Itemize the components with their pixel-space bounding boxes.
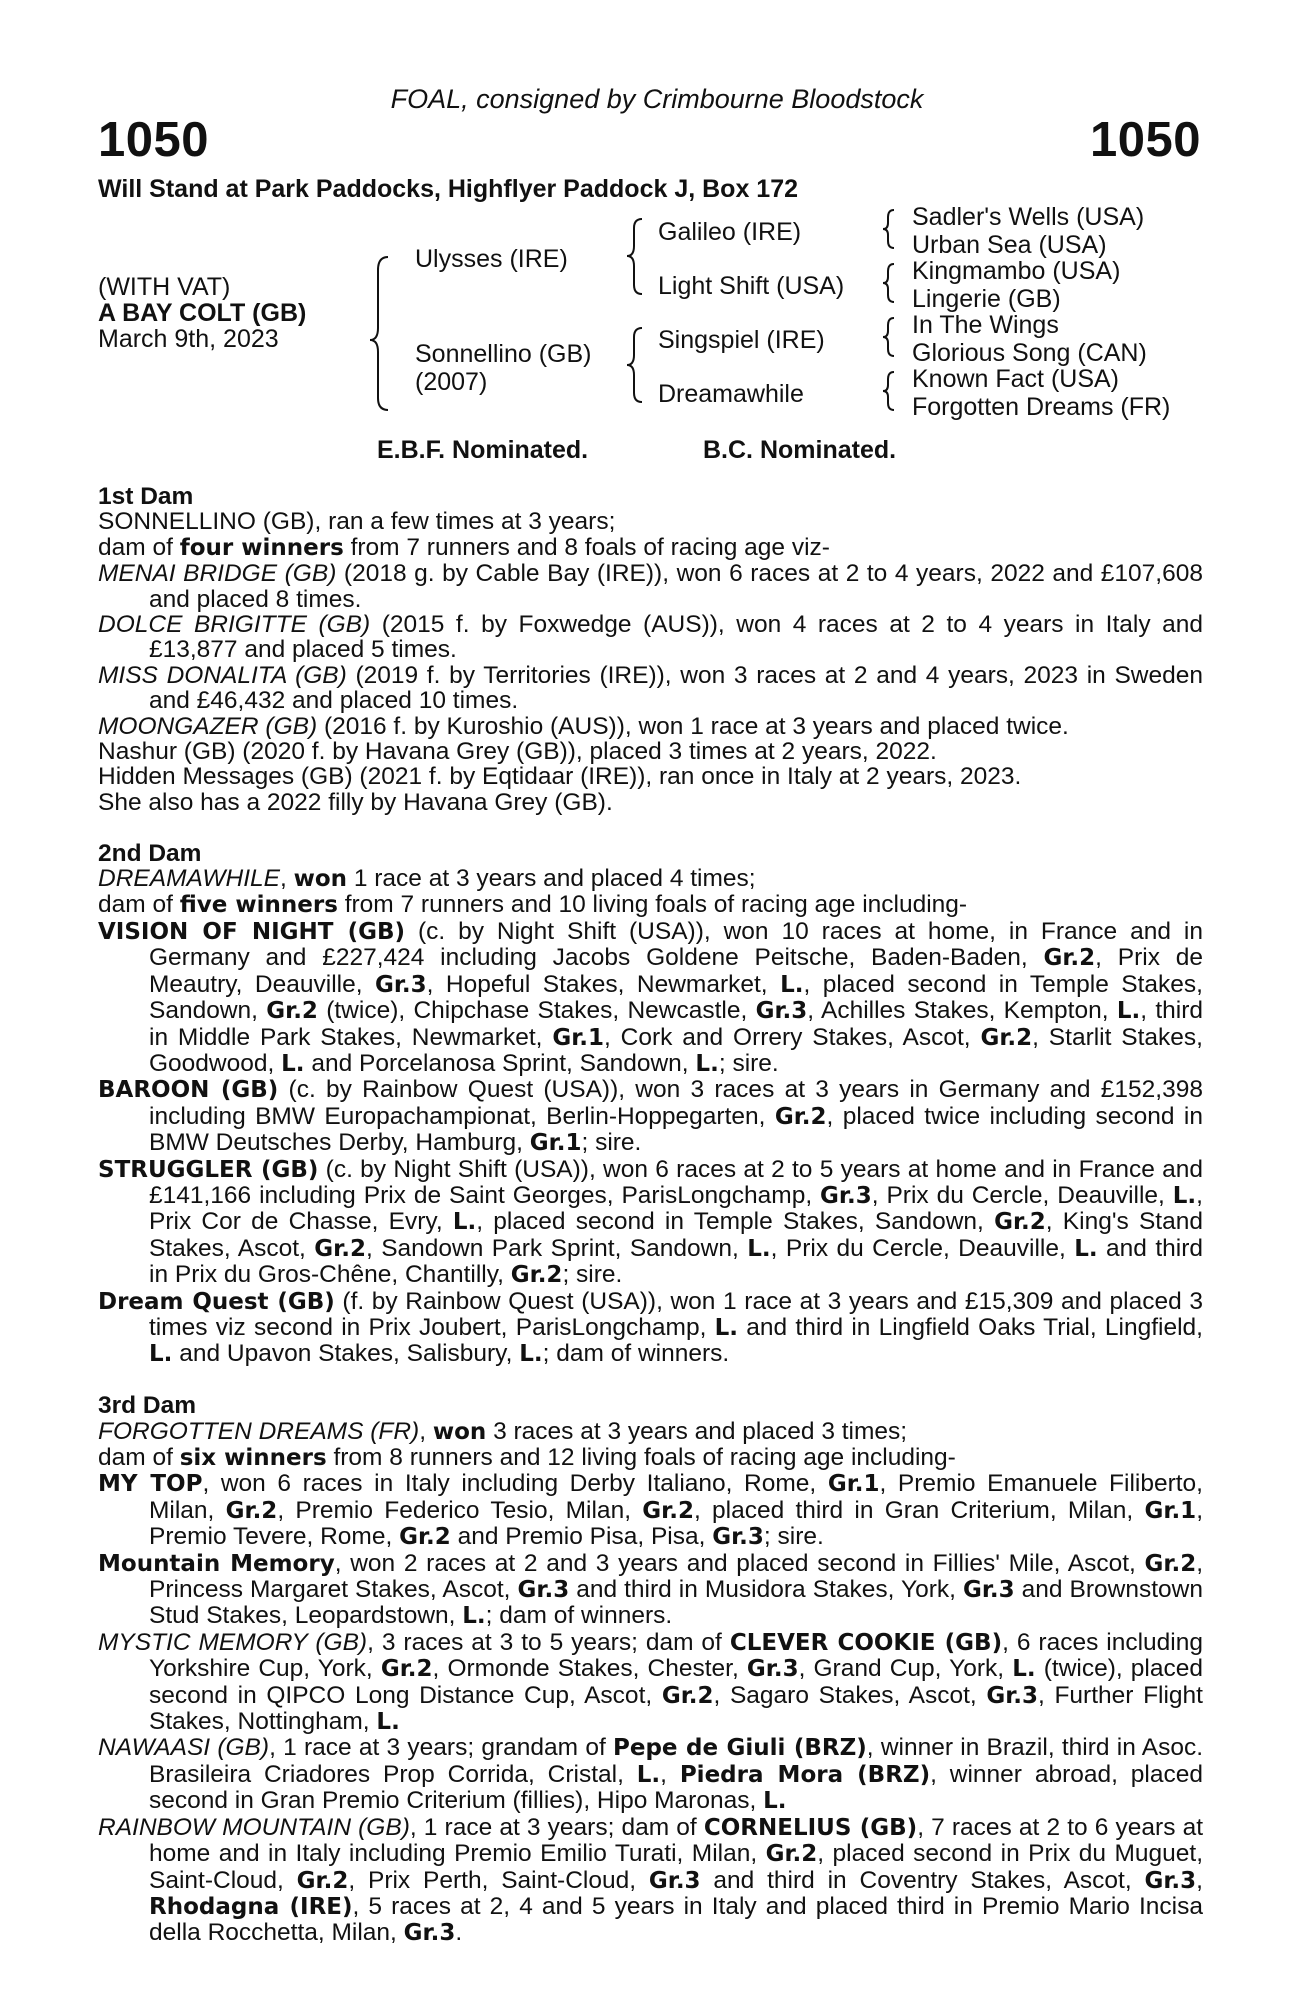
consignor-line: FOAL, consigned by Crimbourne Bloodstock (390, 84, 924, 114)
first-dam-summary: dam of four winners from 7 runners and 8 foals of racing age viz- (98, 533, 830, 561)
first-dam-outro: She also has a 2022 filly by Havana Grey (GB). (98, 788, 613, 816)
gen3-1: Sadler's Wells (USA) (912, 203, 1145, 231)
sire-dam: Light Shift (USA) (658, 272, 845, 300)
lot-number-right: 1050 (1089, 113, 1201, 167)
produce-entry: DOLCE BRIGITTE (GB) (2015 f. by Foxwedge (AUS)), won 4 races at 2 to 4 years in Italy and £13,877 and placed 5 times. (98, 611, 1203, 664)
foaling-date: March 9th, 2023 (98, 325, 279, 353)
produce-entry: MY TOP, won 6 races in Italy including Derby Italiano, Rome, Gr.1, Premio Emanuele Filiberto, Milan, Gr.2, Premio Federico Tesio, Milan, Gr.2, placed third in Gran Criterium, Milan, Gr.1, Premio Tevere, Rome, Gr.2 and Premio Pisa, Pisa, Gr.3; sire. (98, 1470, 1203, 1551)
second-dam-intro: DREAMAWHILE, won 1 race at 3 years and placed 4 times; (98, 865, 756, 893)
produce-entry: BAROON (GB) (c. by Rainbow Quest (USA)), won 3 races at 3 years in Germany and £152,398 including BMW Europachampionat, Berlin-Hoppegarten, Gr.2, placed twice including second in BMW Deutsches Derby, Hamburg, Gr.1; sire. (98, 1076, 1203, 1157)
lot-number-left: 1050 (98, 113, 210, 167)
third-dam-intro: FORGOTTEN DREAMS (FR), won 3 races at 3 years and placed 3 times; (98, 1417, 908, 1445)
horse-name: A BAY COLT (GB) (98, 299, 307, 327)
produce-entry: MISS DONALITA (GB) (2019 f. by Territories (IRE)), won 3 races at 2 and 4 years, 2023 in Sweden and £46,432 and placed 10 times. (98, 661, 1203, 715)
produce-entry: VISION OF NIGHT (GB) (c. by Night Shift (USA)), won 10 races at home, in France and in Germany and £227,424 including Jacobs Goldene Peitsche, Baden-Baden, Gr.2, Prix de Meautry, Deauville, Gr.3, Hopeful Stakes, Newmarket, L., placed second in Temple Stakes, Sandown, Gr.2 (twice), Chipchase Stakes, Newcastle, Gr.3, Achilles Stakes, Kempton, L., third in Middle Park Stakes, Newmarket, Gr.1, Cork and Orrery Stakes, Ascot, Gr.2, Starlit Stakes, Goodwood, L. and Porcelanosa Sprint, Sandown, L.; sire. (98, 917, 1203, 1077)
gen3-8: Forgotten Dreams (FR) (912, 393, 1171, 421)
dam-dam: Dreamawhile (658, 380, 804, 408)
gen3-4: Lingerie (GB) (912, 285, 1061, 313)
second-dam-summary: dam of five winners from 7 runners and 10 living foals of racing age including- (98, 891, 968, 919)
first-dam-heading: 1st Dam (98, 483, 194, 510)
gen3-2: Urban Sea (USA) (912, 231, 1107, 259)
dam-year: (2007) (415, 368, 488, 396)
bc-nomination: B.C. Nominated. (703, 436, 897, 464)
second-dam-heading: 2nd Dam (98, 839, 202, 867)
produce-entry: RAINBOW MOUNTAIN (GB), 1 race at 3 years; dam of CORNELIUS (GB), 7 races at 2 to 6 years at home and in Italy including Premio Emilio Turati, Milan, Gr.2, placed second in Prix du Muguet, Saint-Cloud, Gr.2, Prix Perth, Saint-Cloud, Gr.3 and third in Coventry Stakes, Ascot, Gr.3, Rhodagna (IRE), 5 races at 2, 4 and 5 years in Italy and placed third in Premio Mario Incisa della Rocchetta, Milan, Gr.3. (98, 1813, 1204, 1947)
sire-sire: Galileo (IRE) (658, 218, 802, 246)
produce-entry: Hidden Messages (GB) (2021 f. by Eqtidaar (IRE)), ran once in Italy at 2 years, 2023. (98, 763, 1022, 791)
third-dam-summary: dam of six winners from 8 runners and 12 living foals of racing age including- (98, 1444, 956, 1471)
produce-entry: MOONGAZER (GB) (2016 f. by Kuroshio (AUS)), won 1 race at 3 years and placed twice. (98, 712, 1069, 740)
ebf-nomination: E.B.F. Nominated. (377, 436, 589, 464)
produce-entry: Nashur (GB) (2020 f. by Havana Grey (GB)), placed 3 times at 2 years, 2022. (98, 738, 937, 766)
produce-entry: MYSTIC MEMORY (GB), 3 races at 3 to 5 years; dam of CLEVER COOKIE (GB), 6 races including Yorkshire Cup, York, Gr.2, Ormonde Stakes, Chester, Gr.3, Grand Cup, York, L. (twice), placed second in QIPCO Long Distance Cup, Ascot, Gr.2, Sagaro Stakes, Ascot, Gr.3, Further Flight Stakes, Nottingham, L. (98, 1628, 1204, 1736)
produce-entry: NAWAASI (GB), 1 race at 3 years; grandam of Pepe de Giuli (BRZ), winner in Brazil, third in Asoc. Brasileira Criadores Prop Corrida, Cristal, L., Piedra Mora (BRZ), winner abroad, placed second in Gran Premio Criterium (fillies), Hipo Maronas, L. (98, 1734, 1204, 1815)
dam-name: Sonnellino (GB) (415, 340, 592, 368)
gen3-3: Kingmambo (USA) (912, 257, 1121, 285)
produce-entry: Dream Quest (GB) (f. by Rainbow Quest (USA)), won 1 race at 3 years and £15,309 and placed 3 times viz second in Prix Joubert, ParisLongchamp, L. and third in Lingfield Oaks Trial, Lingfield, L. and Upavon Stakes, Salisbury, L.; dam of winners. (98, 1287, 1203, 1368)
produce-entry: Mountain Memory, won 2 races at 2 and 3 years and placed second in Fillies' Mile, Ascot, Gr.2, Princess Margaret Stakes, Ascot, Gr.3 and third in Musidora Stakes, York, Gr.3 and Brownstown Stud Stakes, Leopardstown, L.; dam of winners. (98, 1549, 1204, 1630)
produce-entry: STRUGGLER (GB) (c. by Night Shift (USA)), won 6 races at 2 to 5 years at home and in France and £141,166 including Prix de Saint Georges, ParisLongchamp, Gr.3, Prix du Cercle, Deauville, L., Prix Cor de Chasse, Evry, L., placed second in Temple Stakes, Sandown, Gr.2, King's Stand Stakes, Ascot, Gr.2, Sandown Park Sprint, Sandown, L., Prix du Cercle, Deauville, L. and third in Prix du Gros-Chêne, Chantilly, Gr.2; sire. (98, 1155, 1203, 1289)
vat-note: (WITH VAT) (98, 273, 231, 301)
third-dam-heading: 3rd Dam (98, 1392, 197, 1420)
gen3-7: Known Fact (USA) (912, 365, 1120, 393)
dam-sire: Singspiel (IRE) (658, 326, 825, 354)
sire-name: Ulysses (IRE) (415, 245, 568, 273)
gen3-6: Glorious Song (CAN) (912, 339, 1147, 367)
produce-entry: MENAI BRIDGE (GB) (2018 g. by Cable Bay (IRE)), won 6 races at 2 to 4 years, 2022 and £107,608 and placed 8 times. (98, 560, 1203, 613)
stand-location: Will Stand at Park Paddocks, Highflyer Paddock J, Box 172 (98, 175, 798, 203)
produce-record (98, 484, 1203, 1947)
first-dam-intro: SONNELLINO (GB), ran a few times at 3 years; (98, 508, 616, 536)
gen3-5: In The Wings (912, 311, 1059, 339)
